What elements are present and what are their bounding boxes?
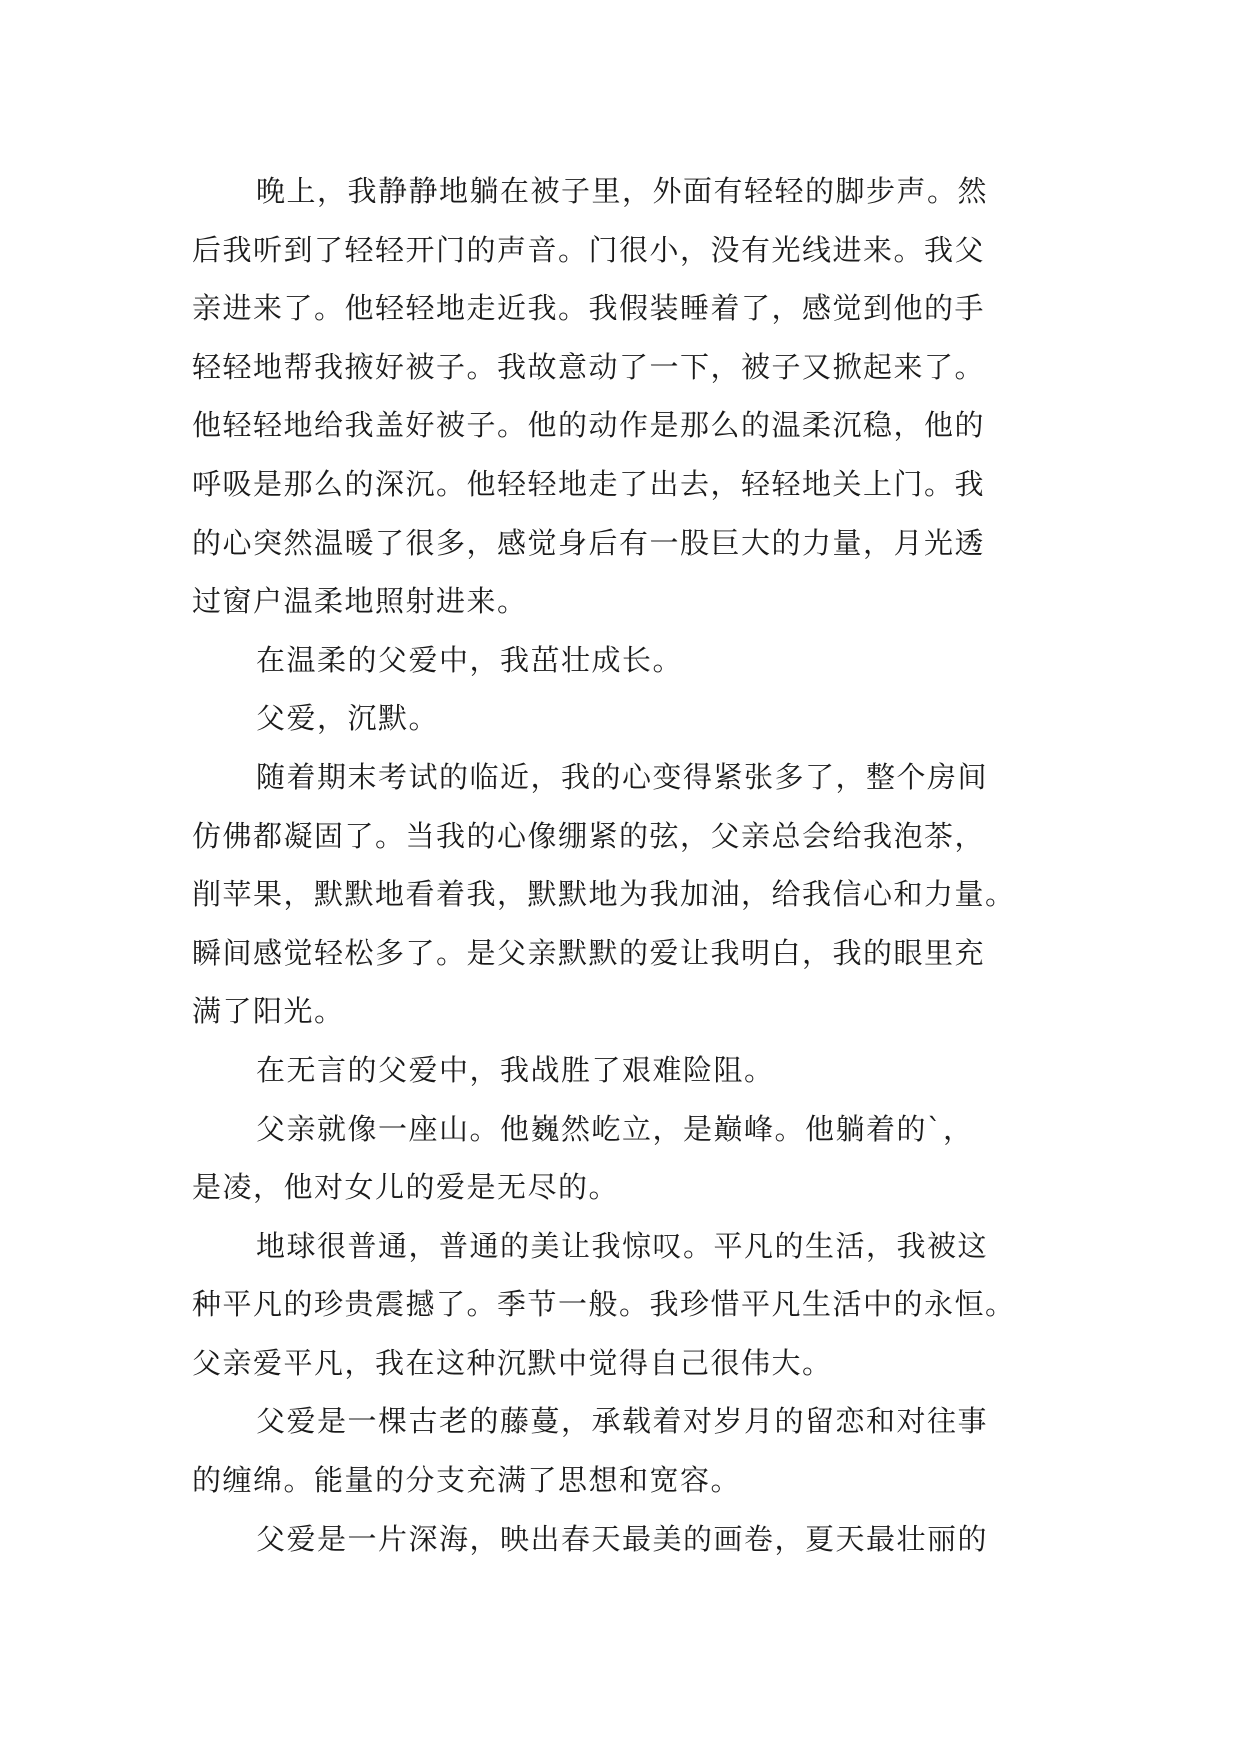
text-line: 仿佛都凝固了。当我的心像绷紧的弦，父亲总会给我泡茶， [192,818,986,853]
text-line: 亲进来了。他轻轻地走近我。我假装睡着了，感觉到他的手 [192,291,986,326]
text-line: 是凌，他对女儿的爱是无尽的。 [192,1170,620,1205]
text-line: 随着期末考试的临近，我的心变得紧张多了，整个房间 [256,759,989,794]
text-line: 后我听到了轻轻开门的声音。门很小，没有光线进来。我父 [192,232,986,267]
text-line: 父爱，沉默。 [256,701,440,736]
document-body [192,162,1062,1568]
text-line: 种平凡的珍贵震撼了。季节一般。我珍惜平凡生活中的永恒。 [192,1287,1016,1322]
text-line: 在无言的父爱中，我战胜了艰难险阻。 [256,1052,775,1087]
text-line: 父亲就像一座山。他巍然屹立，是巅峰。他躺着的`， [256,1111,974,1146]
text-line: 呼吸是那么的深沉。他轻轻地走了出去，轻轻地关上门。我 [192,466,986,501]
text-line: 瞬间感觉轻松多了。是父亲默默的爱让我明白，我的眼里充 [192,935,986,970]
text-line: 削苹果，默默地看着我，默默地为我加油，给我信心和力量。 [192,877,1016,912]
text-line: 的缠绵。能量的分支充满了思想和宽容。 [192,1463,742,1498]
text-line: 晚上，我静静地躺在被子里，外面有轻轻的脚步声。然 [256,174,989,208]
text-line: 父爱是一棵古老的藤蔓，承载着对岁月的留恋和对往事 [256,1404,989,1439]
text-line: 过窗户温柔地照射进来。 [192,584,528,619]
text-line: 父亲爱平凡，我在这种沉默中觉得自己很伟大。 [192,1345,833,1380]
text-line: 在温柔的父爱中，我茁壮成长。 [256,642,684,677]
text-line: 他轻轻地给我盖好被子。他的动作是那么的温柔沉稳，他的 [192,408,986,443]
text-line: 满了阳光。 [192,994,345,1029]
text-line: 轻轻地帮我掖好被子。我故意动了一下，被子又掀起来了。 [192,349,986,384]
text-line: 父爱是一片深海，映出春天最美的画卷，夏天最壮丽的 [256,1521,989,1556]
text-line: 的心突然温暖了很多，感觉身后有一股巨大的力量，月光透 [192,525,986,560]
text-line: 地球很普通，普通的美让我惊叹。平凡的生活，我被这 [256,1228,989,1263]
